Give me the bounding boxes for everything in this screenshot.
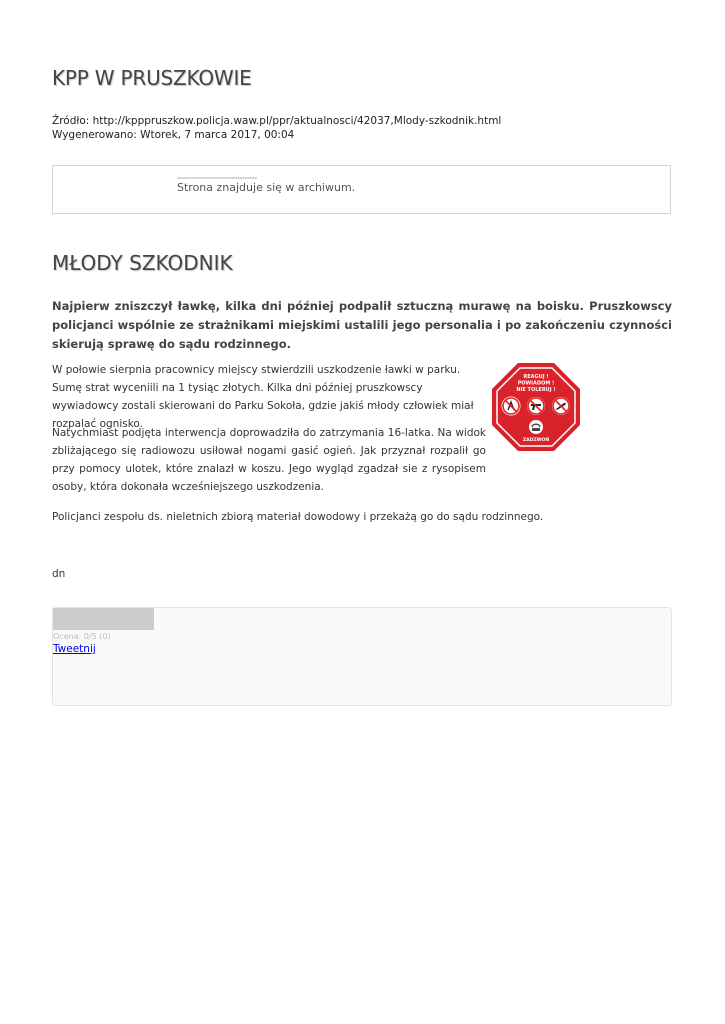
article-title: MŁODY SZKODNIK — [52, 251, 233, 275]
archive-notice-text: Strona znajduje się w archiwum. — [177, 181, 356, 194]
rating-text: Ocena: 0/5 (0) — [53, 632, 111, 641]
tweet-link[interactable]: Tweetnij — [53, 643, 96, 655]
sign-text-2: POWIADOM ! — [517, 380, 555, 387]
prohibition-vandalism-icon — [502, 397, 520, 415]
prohibition-knife-icon — [552, 397, 570, 415]
site-title: KPP W PRUSZKOWIE — [52, 66, 252, 90]
article-signature: dn — [52, 568, 66, 580]
article-lead: Najpierw zniszczył ławkę, kilka dni później podpalił sztuczną murawę na boisku. Pruszkowscy policjanci wspólnie ze strażnikami miejskimi ustalili jego personalia i po zakończeniu czynności skierują sprawę do sądu rodzinnego. — [52, 299, 672, 351]
article-paragraph: Policjanci zespołu ds. nieletnich zbiorą materiał dowodowy i przekażą go do sądu rodzinnego. — [52, 511, 544, 523]
prohibition-weapon-icon — [527, 397, 545, 415]
source-line: Źródło: http://kpppruszkow.policja.waw.pl/ppr/aktualnosci/42037,Mlody-szkodnik.html — [52, 115, 502, 127]
sign-text-1: REAGUJ ! — [523, 374, 549, 380]
article-image-sign — [490, 361, 582, 453]
rating-box — [52, 607, 672, 706]
document-meta — [52, 114, 501, 142]
archive-notice-box — [52, 165, 671, 214]
sign-text-4: ZADZWOŃ — [522, 438, 550, 443]
generated-line: Wygenerowano: Wtorek, 7 marca 2017, 00:04 — [52, 129, 295, 141]
article-paragraph: Natychmiast podjęta interwencja doprowadziła do zatrzymania 16-latka. Na widok zbliżającego się radiowozu usiłował nogami gasić ogień. Jak przyznał rozpalił go przy pomocy ulotek, które znalazł w koszu. Jego wygląd zgadzał sie z rysopisem osoby, która dokonała wcześniejszego uszkodzenia. — [52, 427, 486, 493]
archive-notice-bar — [177, 177, 257, 179]
article-paragraph: W połowie sierpnia pracownicy miejscy stwierdzili uszkodzenie ławki w parku. Sumę strat wyceniili na 1 tysiąc złotych. Kilka dni później pruszkowscy wywiadowcy zostali skierowani do Parku Sokoła, gdzie jakiś młody człowiek miał rozpalać ognisko. — [52, 364, 474, 430]
telephone-icon — [529, 420, 543, 434]
sign-text-3: NIE TOLERUJ ! — [516, 387, 556, 393]
rating-stars-bar[interactable] — [53, 608, 154, 630]
